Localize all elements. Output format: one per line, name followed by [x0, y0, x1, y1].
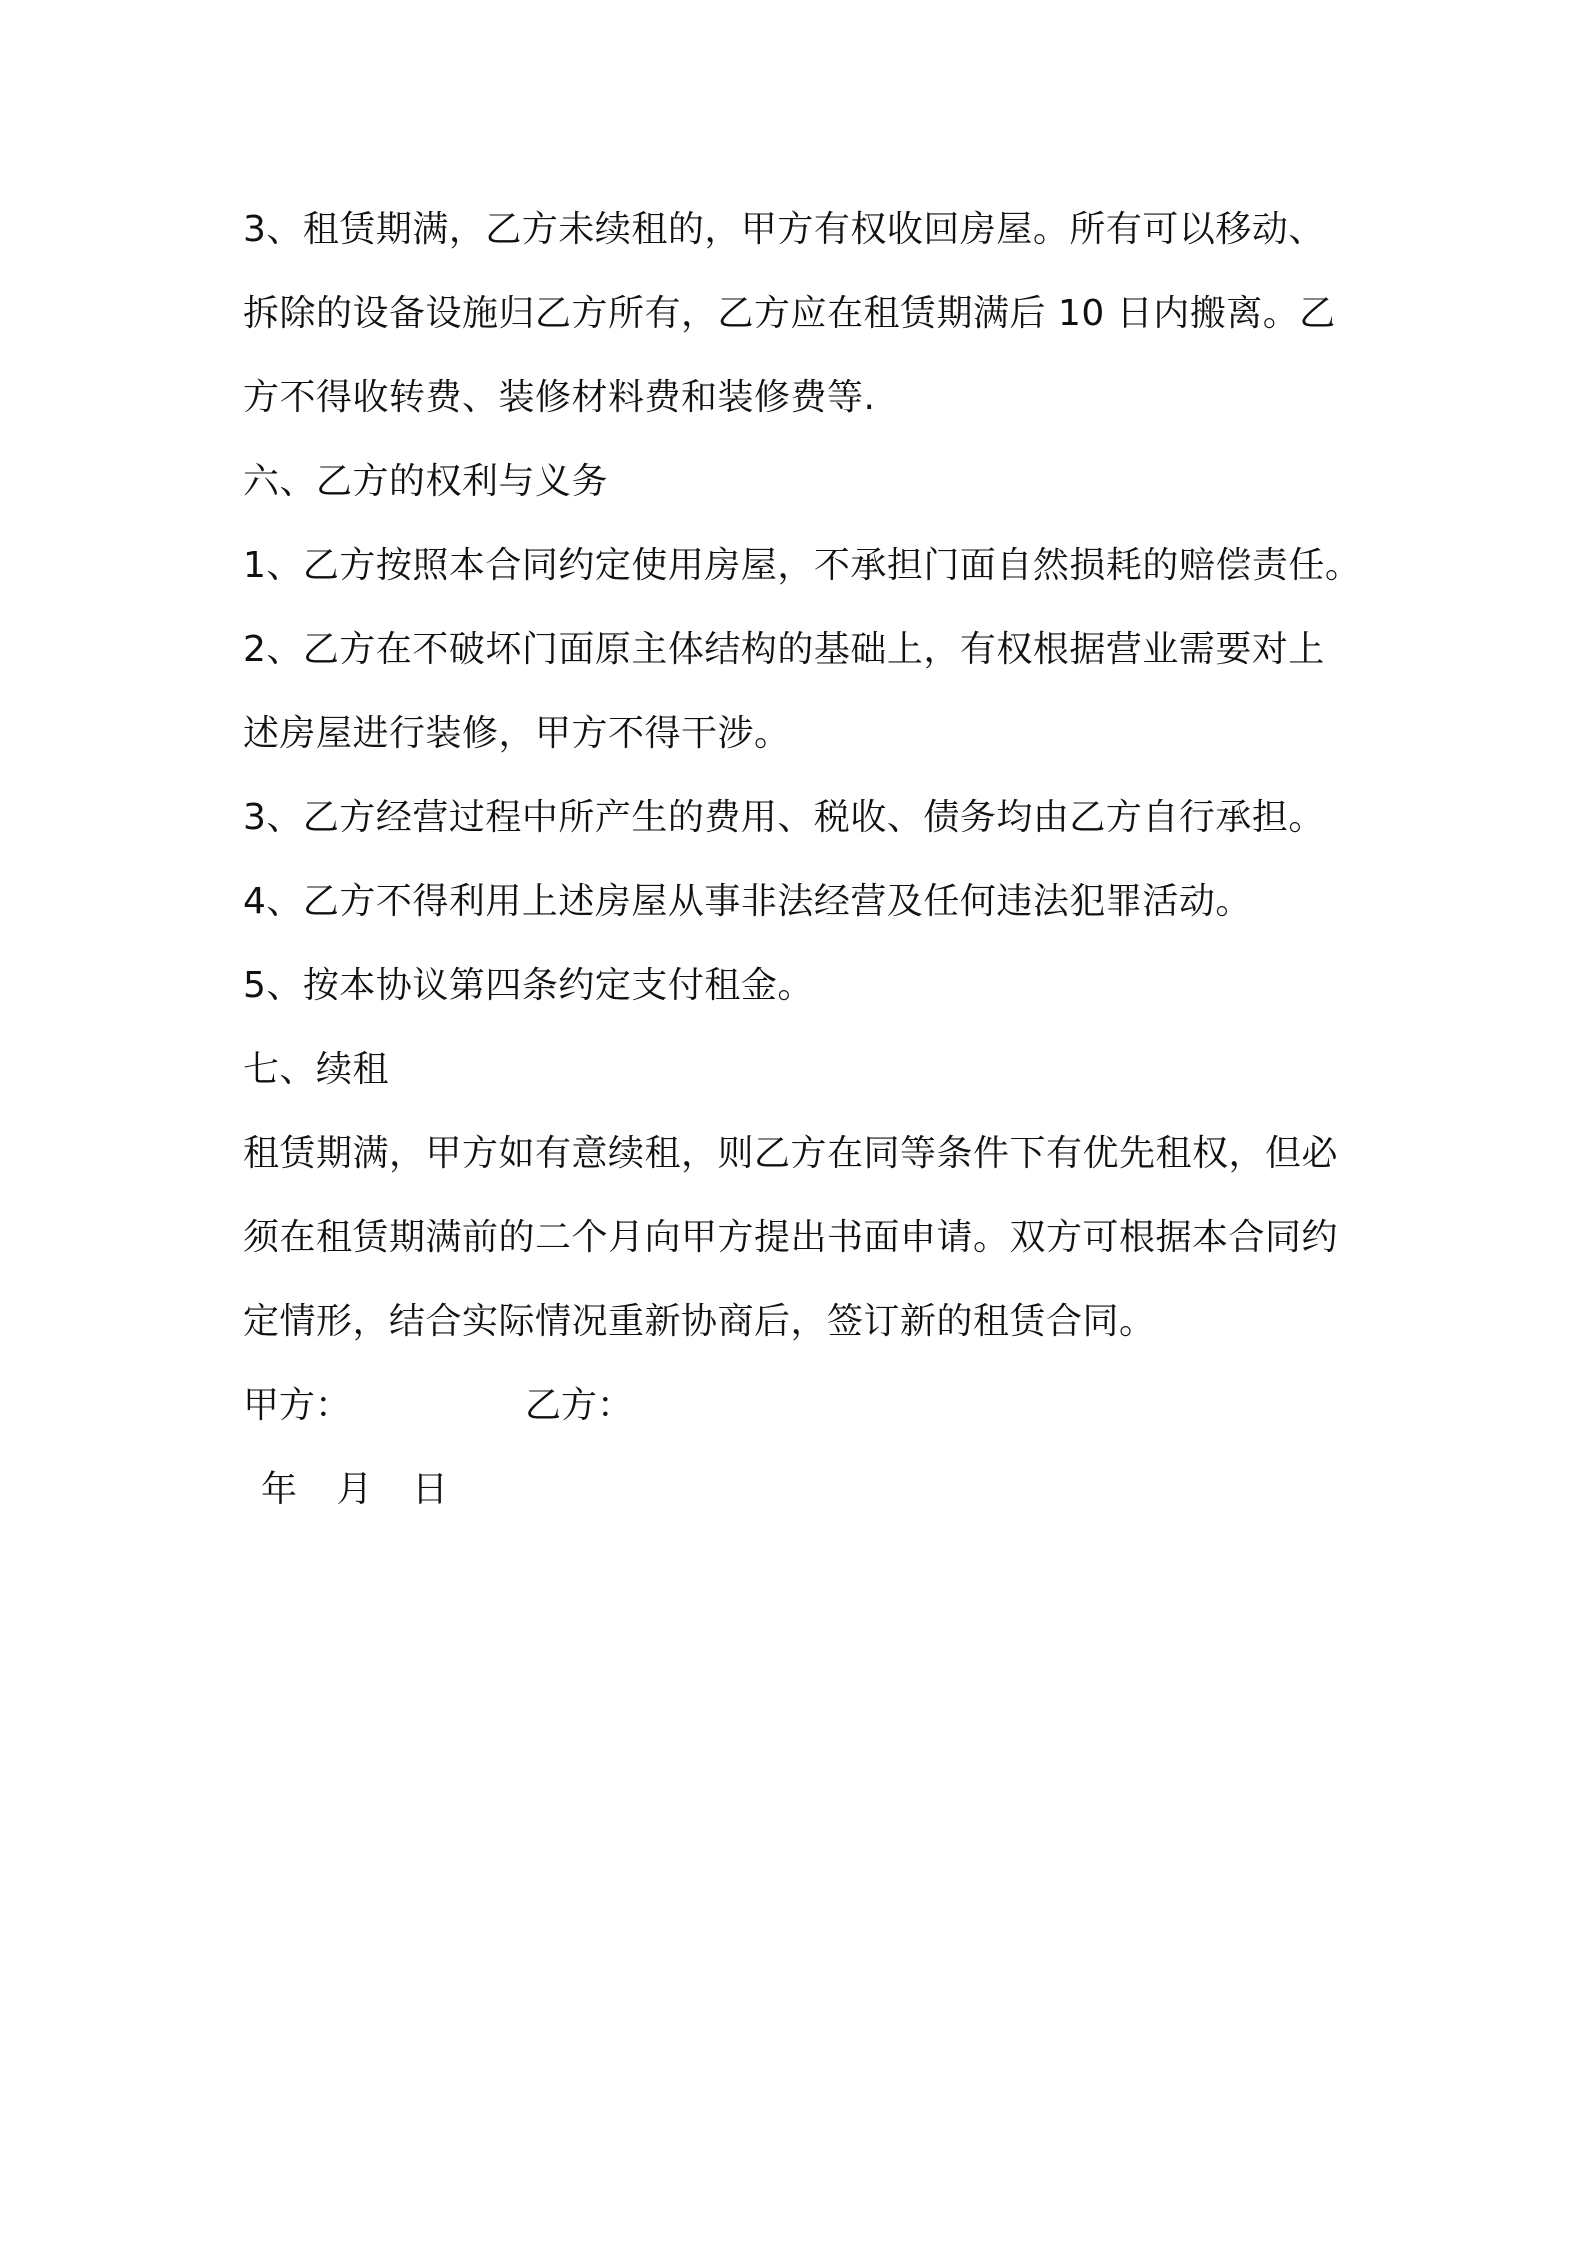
section-7-heading: 七、续租 — [243, 1049, 390, 1090]
clause-5-3-line-2: 拆除的设备设施归乙方所有，乙方应在租赁期满后 10 日内搬离。乙 — [243, 293, 1336, 334]
clause-5-3-line-1: 3、租赁期满，乙方未续租的，甲方有权收回房屋。所有可以移动、 — [243, 209, 1325, 250]
date-day-label: 日 — [411, 1469, 448, 1510]
date-month-label: 月 — [336, 1469, 373, 1510]
party-b-signature-label: 乙方： — [525, 1385, 634, 1426]
clause-6-5: 5、按本协议第四条约定支付租金。 — [243, 965, 814, 1006]
clause-6-2-line-1: 2、乙方在不破坏门面原主体结构的基础上，有权根据营业需要对上 — [243, 629, 1325, 670]
contract-body — [243, 200, 1373, 1544]
section-7-line-2: 须在租赁期满前的二个月向甲方提出书面申请。双方可根据本合同约 — [243, 1217, 1339, 1258]
signature-row — [243, 1376, 1373, 1460]
clause-5-3-line-3: 方不得收转费、装修材料费和装修费等. — [243, 377, 876, 418]
clause-6-1: 1、乙方按照本合同约定使用房屋，不承担门面自然损耗的赔偿责任。 — [243, 545, 1362, 586]
date-year-label: 年 — [261, 1469, 298, 1510]
clause-6-2-line-2: 述房屋进行装修，甲方不得干涉。 — [243, 713, 791, 754]
section-7-line-3: 定情形，结合实际情况重新协商后，签订新的租赁合同。 — [243, 1301, 1156, 1342]
date-row — [243, 1460, 1373, 1544]
clause-6-4: 4、乙方不得利用上述房屋从事非法经营及任何违法犯罪活动。 — [243, 881, 1252, 922]
section-7-line-1: 租赁期满，甲方如有意续租，则乙方在同等条件下有优先租权，但必 — [243, 1133, 1339, 1174]
clause-6-3: 3、乙方经营过程中所产生的费用、税收、债务均由乙方自行承担。 — [243, 797, 1325, 838]
party-a-signature-label: 甲方： — [243, 1385, 352, 1426]
section-6-heading: 六、乙方的权利与义务 — [243, 461, 609, 502]
